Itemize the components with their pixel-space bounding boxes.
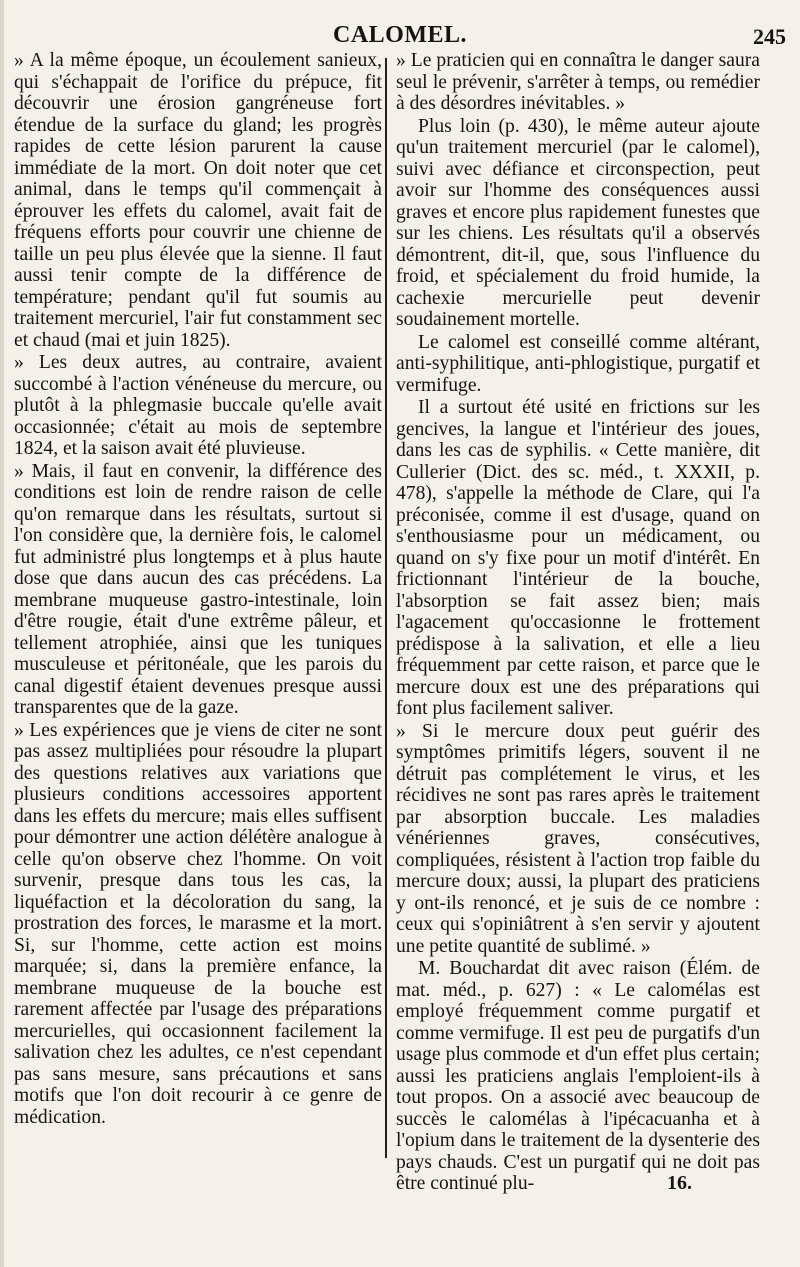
right-paragraph-1: » Le praticien qui en connaîtra le danger saura seul le prévenir, s'arrêter à temps, ou remédier à des désordres inévitables. » [396, 50, 760, 114]
left-paragraph-3: » Mais, il faut en convenir, la différence des conditions est loin de rendre raison de celle qu'on remarque dans les résultats, surtout si l'on considère que, la dernière fois, le calomel fut administré plus longtemps et à plus haute dose que dans aucun des cas précédens. La membrane muqueuse gastro-intestinale, loin d'être rougie, était d'une extrême pâleur, et tellement atrophiée, ainsi que les tuniques musculeuse et péritonéale, que les parois du canal digestif étaient devenues presque aussi transparentes que de la gaze. [14, 460, 382, 718]
column-divider [385, 58, 387, 1158]
left-paragraph-1: » A la même époque, un écoulement sanieux, qui s'échappait de l'orifice du prépuce, fit découvrir une érosion gangréneuse fort étendue de la surface du gland; les progrès rapides de cette lésion parurent la cause immédiate de la mort. On doit noter que cet animal, dans le temps qu'il commençait à éprouver les effets du calomel, avait fait de fréquens efforts pour couvrir une chienne de taille un peu plus élevée que la sienne. Il faut aussi tenir compte de la différence de température; pendant qu'il fut soumis au traitement mercuriel, l'air fut constamment sec et chaud (mai et juin 1825). [14, 50, 382, 351]
right-paragraph-3: Le calomel est conseillé comme altérant, anti-syphilitique, anti-phlogistique, purgatif et vermifuge. [396, 331, 760, 396]
right-paragraph-5: » Si le mercure doux peut guérir des symptômes primitifs légers, souvent il ne détruit pas complétement le virus, et les récidives ne sont pas rares après le traitement par absorption buccale. Les maladies vénériennes graves, consécutives, compliquées, résistent à l'action trop faible du mercure doux; aussi, la plupart des praticiens y ont-ils renoncé, et je suis de ce nombre : ceux qui s'opiniâtrent à s'en servir y ajoutent une petite quantité de sublimé. » [396, 720, 760, 957]
page-header [0, 20, 800, 54]
left-paragraph-2: » Les deux autres, au contraire, avaient succombé à l'action vénéneuse du mercure, ou plutôt à la phlegmasie buccale qu'elle avait occasionnée; c'était au mois de septembre 1824, et la saison avait été pluvieuse. [14, 352, 382, 459]
running-title: CALOMEL. [332, 22, 467, 48]
right-paragraph-4: Il a surtout été usité en frictions sur les gencives, la langue et l'intérieur des joues, dans les cas de syphilis. « Cette manière, dit Cullerier (Dict. des sc. méd., t. XXXII, p. 478), s'appelle la méthode de Clare, qui l'a préconisée, comme il est d'usage, quand on s'enthousiasme pour un médicament, ou quand on s'y fixe pour un motif d'intérêt. En frictionnant l'intérieur de la bouche, l'absorption se fait assez bien; mais l'agacement qu'occasionne le frottement prédispose à la salivation, et elle a lieu fréquemment par cette raison, et parce que le mercure doux est une des préparations qui font plus facilement saliver. [396, 397, 760, 719]
left-paragraph-4: » Les expériences que je viens de citer ne sont pas assez multipliées pour résoudre la plupart des questions relatives aux variations que plusieurs conditions accessoires apportent dans les effets du mercure; mais elles suffisent pour démontrer une action délétère analogue à celle qu'on observe chez l'homme. On voit survenir, presque dans tous les cas, la liquéfaction et la décoloration du sang, la prostration des forces, le marasme et la mort. Si, sur l'homme, cette action est moins marquée; si, dans la première enfance, la membrane muqueuse de la bouche est rarement affectée par l'usage des préparations mercurielles, qui occasionnent facilement la salivation chez les adultes, ce n'est cependant pas sans mesure, sans précautions et sans motifs que l'on doit recourir à ce genre de médication. [14, 719, 382, 1128]
right-paragraph-2: Plus loin (p. 430), le même auteur ajoute qu'un traitement mercuriel (par le calomel), suivi avec défiance et circonspection, peut avoir sur l'homme des conséquences aussi graves et encore plus rapidement funestes que sur les chiens. Les résultats qu'il a observés démontrent, dit-il, que, sous l'influence du froid, et spécialement du froid humide, la cachexie mercurielle peut devenir soudainement mortelle. [396, 115, 760, 330]
page-number: 245 [753, 24, 786, 49]
page-edge-shadow [0, 0, 4, 1267]
right-paragraph-6: M. Bouchardat dit avec raison (Élém. de mat. méd., p. 627) : « Le calomélas est employé fréquemment comme purgatif et comme vermifuge. Il est peu de purgatifs d'un usage plus commode et d'un effet plus certain; aussi les praticiens anglais l'emploient-ils à tout propos. On a associé avec beaucoup de succès le calomélas à l'ipécacuanha et à l'opium dans le traitement de la dysenterie des pays chauds. C'est un purgatif qui ne doit pas être continué plu- [396, 958, 760, 1194]
signature-mark: 16. [667, 1172, 692, 1194]
right-column [396, 50, 760, 1196]
left-column [14, 50, 382, 1129]
